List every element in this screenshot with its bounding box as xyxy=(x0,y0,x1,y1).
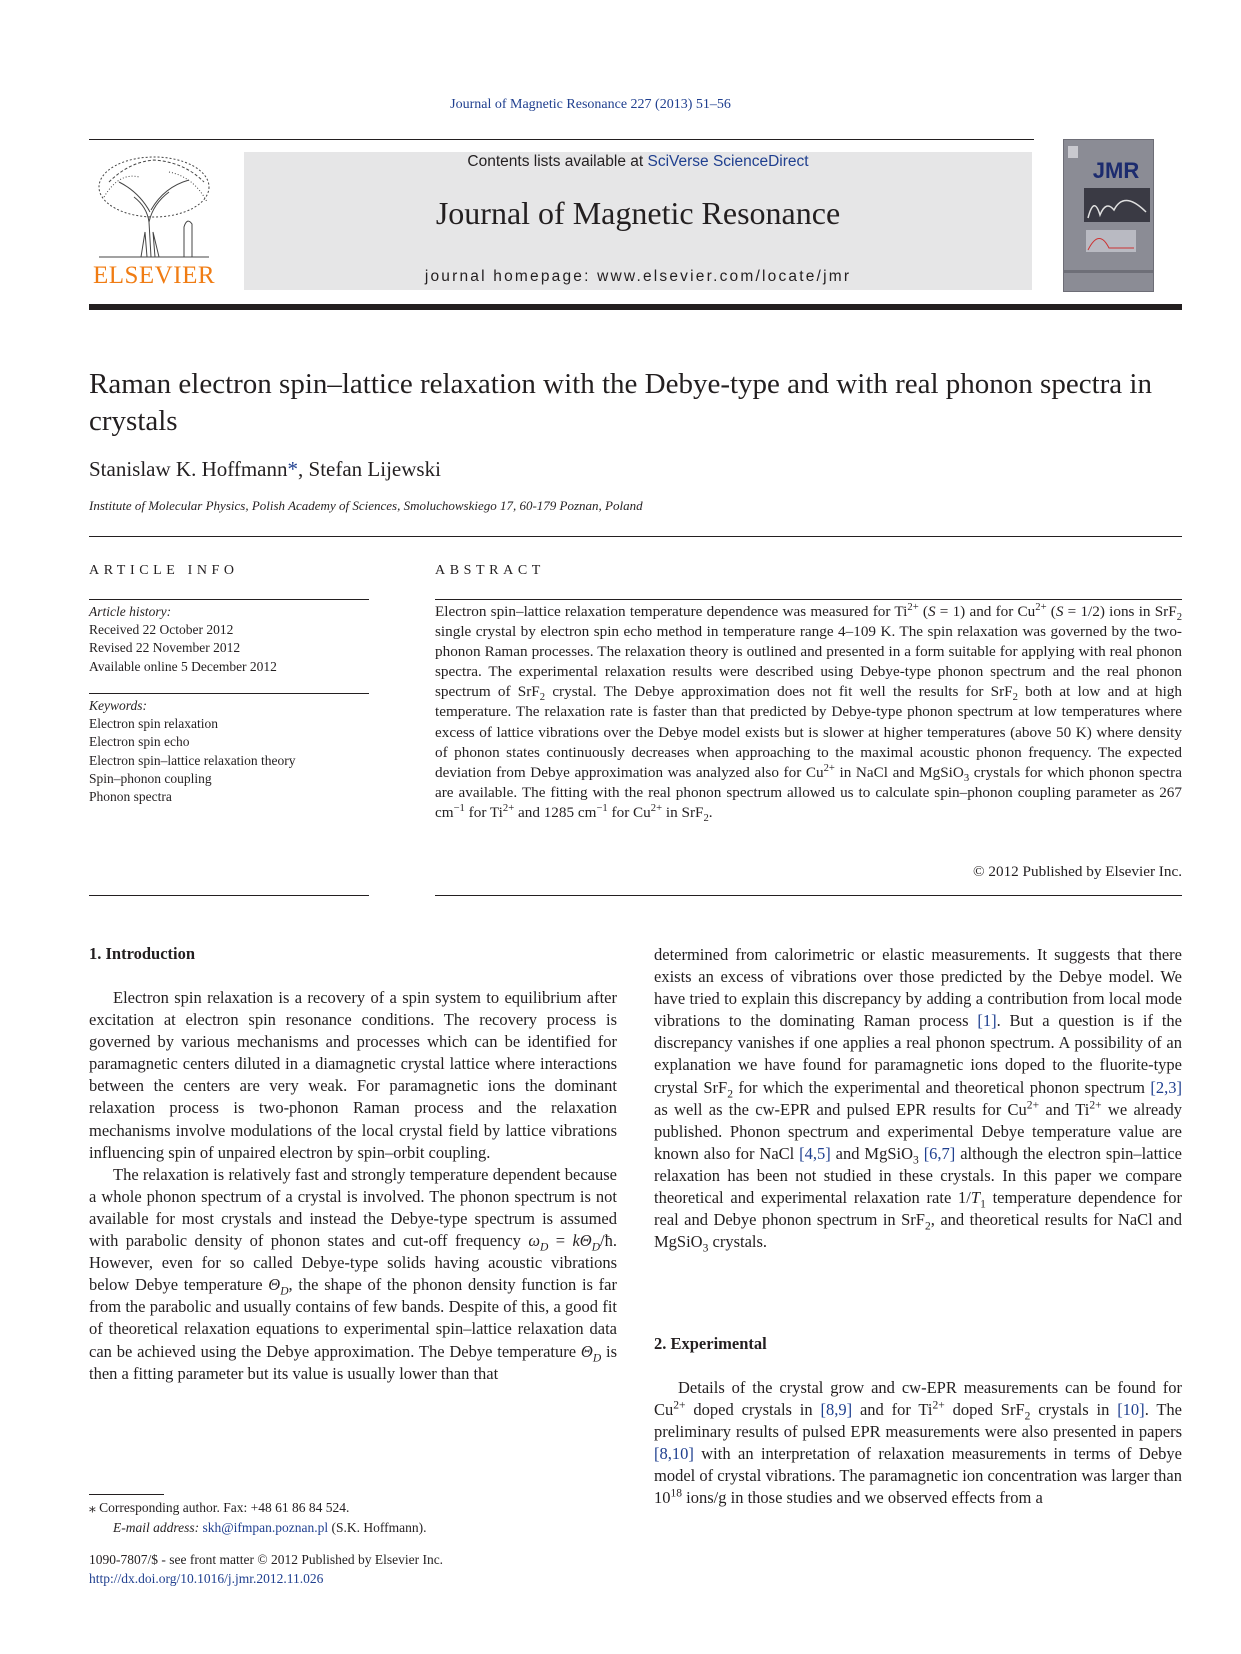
elsevier-wordmark: ELSEVIER xyxy=(92,262,216,289)
keywords-label: Keywords: xyxy=(89,698,147,713)
footnote xyxy=(89,1498,427,1538)
contents-prefix: Contents lists available at xyxy=(467,153,648,170)
contents-line xyxy=(244,153,1032,171)
introduction-text-continued xyxy=(654,944,1182,1253)
cover-title: JMR xyxy=(1092,158,1140,183)
divider xyxy=(435,895,1182,896)
article-title: Raman electron spin–lattice relaxation with the Debye-type and with real phonon spectra in crystals xyxy=(89,368,1152,437)
abstract-heading: ABSTRACT xyxy=(435,563,545,578)
header-rule xyxy=(89,139,1034,140)
sciencedirect-link[interactable]: SciVerse ScienceDirect xyxy=(647,153,809,170)
divider xyxy=(435,599,1182,600)
online-date: Available online 5 December 2012 xyxy=(89,658,277,674)
paragraph: Details of the crystal grow and cw-EPR measurements can be found for $Cu^{2+}$ doped crystals in [8,9] and for $Ti^{2+}$ doped SrF$_2$ crystals in [10]. The preliminary results of pulsed EPR measurements were also presented in papers [8,10] with an interpretation of relaxation measurements in terms of Debye model of crystal vibrations. The paramagnetic ion concentration was larger than $10^{18}$ ions/g in those studies and we observed effects from a xyxy=(654,1378,1183,1508)
email-line xyxy=(89,1518,427,1538)
cover-image-icon xyxy=(1064,140,1153,291)
paragraph: Electron spin relaxation is a recovery of a spin system to equilibrium after excitation at electron spin resonance conditions. The recovery process is governed by various mechanisms and processes which can be identified for paramagnetic centers diluted in a diamagnetic crystal lattice where interactions between the centers are very weak. For paramagnetic ions the dominant relaxation process is two-phonon Raman process and the relaxation mechanisms involve modulations of the local crystal field by lattice vibrations influencing spin of unpaired electron by spin–orbit coupling. xyxy=(89,988,617,1162)
article-info-heading: ARTICLE INFO xyxy=(89,563,239,578)
copyright-notice: © 2012 Published by Elsevier Inc. xyxy=(973,863,1182,880)
issn-line: 1090-7807/$ - see front matter © 2012 Published by Elsevier Inc. xyxy=(89,1552,444,1567)
doi-link[interactable]: http://dx.doi.org/10.1016/j.jmr.2012.11.026 xyxy=(89,1571,324,1586)
journal-homepage[interactable]: journal homepage: www.elsevier.com/locate/jmr xyxy=(424,268,852,285)
keyword: Electron spin echo xyxy=(89,734,190,750)
revised-date: Revised 22 November 2012 xyxy=(89,640,241,656)
keyword: Phonon spectra xyxy=(89,789,172,805)
history-label: Article history: xyxy=(89,604,172,619)
divider xyxy=(89,895,369,896)
issn-block xyxy=(89,1550,443,1588)
keyword: Electron spin relaxation xyxy=(89,716,218,732)
author-name: Stanislaw K. Hoffmann xyxy=(89,457,288,481)
footnote-rule xyxy=(89,1494,164,1495)
corresponding-author-mark[interactable]: * xyxy=(287,457,299,481)
section-heading-introduction: 1. Introduction xyxy=(89,944,196,963)
journal-cover-thumbnail xyxy=(1063,139,1154,292)
journal-reference[interactable]: Journal of Magnetic Resonance 227 (2013) 51–56 xyxy=(450,97,731,112)
introduction-text xyxy=(89,987,617,1385)
journal-title: Journal of Magnetic Resonance xyxy=(435,195,841,231)
experimental-text xyxy=(654,1377,1182,1510)
keywords-block xyxy=(89,697,369,806)
author-list xyxy=(89,457,441,482)
divider xyxy=(89,693,369,694)
header-thick-rule xyxy=(89,304,1182,310)
received-date: Received 22 October 2012 xyxy=(89,622,234,638)
keyword: Spin–phonon coupling xyxy=(89,770,212,786)
email-label: E-mail address: xyxy=(113,1520,203,1535)
article-history xyxy=(89,603,369,676)
paragraph: determined from calorimetric or elastic measurements. It suggests that there exists an excess of vibrations over those predicted by the Debye model. We have tried to explain this discrepancy by adding a contribution from local mode vibrations to the dominating Raman process [1]. But a question is if the discrepancy vanishes if one applies a real phonon spectrum. A possibility of an explanation we have found for paramagnetic ions doped to the fluorite-type crystal SrF$_2$ for which the experimental and theoretical phonon spectrum [2,3] as well as the cw-EPR and pulsed EPR results for $Cu^{2+}$ and $Ti^{2+}$ we already published. Phonon spectrum and experimental Debye temperature value are known also for NaCl [4,5] and MgSiO$_3$ [6,7] although the electron spin–lattice relaxation has been not studied in these crystals. In this paper we compare theoretical and experimental relaxation rate $1/T_1$ temperature dependence for real and Debye phonon spectrum in SrF$_2$, and theoretical results for NaCl and MgSiO$_3$ crystals. xyxy=(654,945,1183,1255)
elsevier-logo xyxy=(89,152,219,290)
paragraph: The relaxation is relatively fast and strongly temperature dependent because a whole phonon spectrum of a crystal is involved. The phonon spectrum is not available for most crystals and instead the Debye-type spectrum is assumed with parabolic density of phonon states and cut-off frequency $\omega_D$ = $k\Theta_D/ħ$. However, even for so called Debye-type solids having acoustic vibrations below Debye temperature $\Theta_D$, the shape of the phonon density function is far from the parabolic and usually contains of few bands. Despite of this, a good fit of theoretical relaxation equations to experimental spin–lattice relaxation data can be achieved using the Debye approximation. The Debye temperature $\Theta_D$ is then a fitting parameter but its value is usually lower than that xyxy=(89,1164,617,1383)
section-heading-experimental: 2. Experimental xyxy=(654,1334,767,1353)
abstract-body: Electron spin–lattice relaxation temperature dependence was measured for $Ti^{2+}$ (S = 1) and for $Cu^{2+}$ (S = 1/2) ions in SrF$_2$ single crystal by electron spin echo method in temperature range 4–109 K. The spin relaxation was governed by the two-phonon Raman processes. The relaxation theory is outlined and presented in a form suitable for applying with real phonon spectra. The experimental relaxation results were described using Debye-type phonon spectrum and the real phonon spectrum of SrF$_2$ crystal. The Debye approximation does not fit well the results for SrF$_2$ both at low and at high temperature. The relaxation rate is faster than that predicted by Debye-type phonon spectrum at low temperatures where excess of lattice vibrations over the Debye model exists but is slower at higher temperatures (above 50 K) where density of phonon states continuously decreases when approaching to the maximal acoustic phonon frequency. The expected deviation from Debye approximation was analyzed also for $Cu^{2+}$ in NaCl and MgSiO$_3$ crystals for which phonon spectra are available. The fitting with the real phonon spectrum allowed us to calculate spin–phonon coupling parameter as 267 $cm^{-1}$ for $Ti^{2+}$ and 1285 $cm^{-1}$ for $Cu^{2+}$ in SrF$_2$. xyxy=(435,601,1182,824)
email-link[interactable]: skh@ifmpan.poznan.pl xyxy=(202,1520,329,1535)
divider xyxy=(89,599,369,600)
divider xyxy=(89,536,1182,537)
email-owner: (S.K. Hoffmann). xyxy=(328,1520,427,1535)
keyword: Electron spin–lattice relaxation theory xyxy=(89,752,296,768)
corresponding-author-note: ⁎ Corresponding author. Fax: +48 61 86 84 524. xyxy=(89,1500,350,1515)
elsevier-tree-icon xyxy=(89,152,219,260)
author-name: , Stefan Lijewski xyxy=(298,457,441,481)
affiliation: Institute of Molecular Physics, Polish Academy of Sciences, Smoluchowskiego 17, 60-179 Poznan, Poland xyxy=(89,498,643,513)
